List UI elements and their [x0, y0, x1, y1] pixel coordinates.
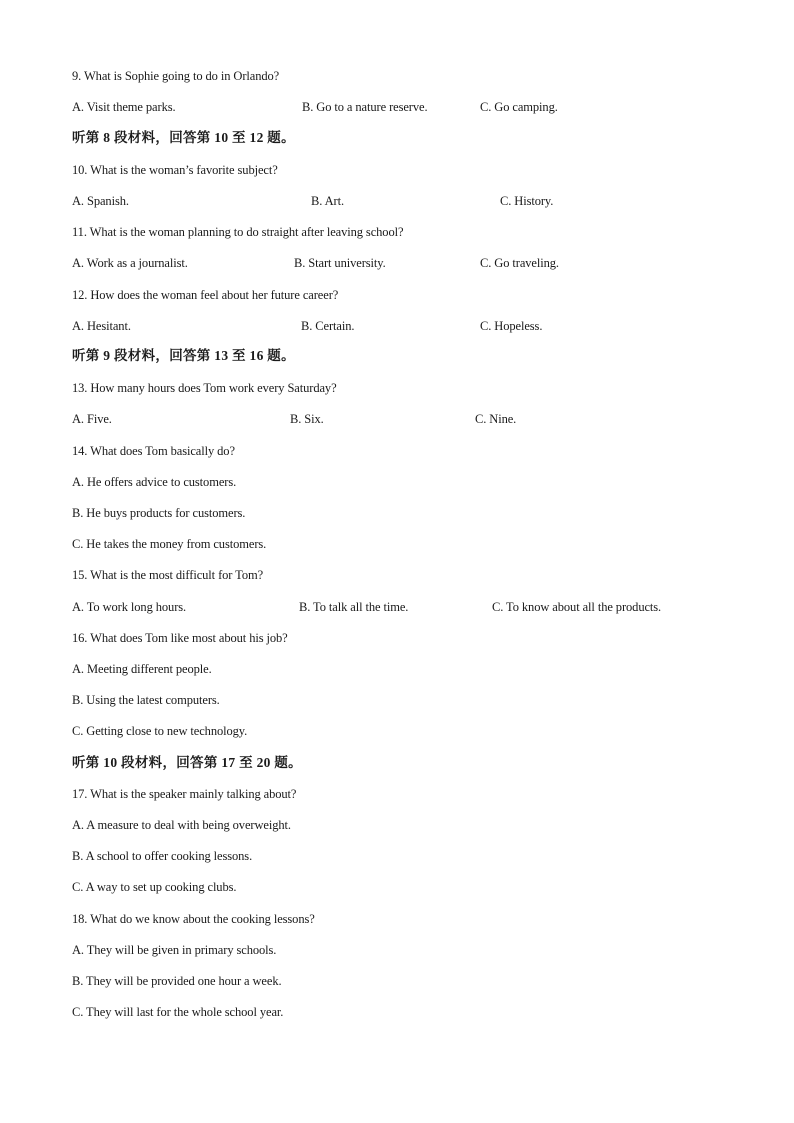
question-14-option-a: A. He offers advice to customers. [72, 475, 237, 489]
question-12-option-c: C. Hopeless. [480, 319, 543, 333]
question-9-option-b: B. Go to a nature reserve. [302, 100, 428, 114]
question-16-option-a: A. Meeting different people. [72, 662, 212, 676]
question-14-stem: 14. What does Tom basically do? [72, 444, 235, 458]
question-14-option-b: B. He buys products for customers. [72, 506, 246, 520]
question-17-option-a: A. A measure to deal with being overweight. [72, 818, 291, 832]
question-11-stem: 11. What is the woman planning to do straight after leaving school? [72, 225, 404, 239]
question-17-option-c: C. A way to set up cooking clubs. [72, 880, 237, 894]
question-11-option-c: C. Go traveling. [480, 256, 559, 270]
question-13-option-a: A. Five. [72, 412, 112, 426]
question-12-option-a: A. Hesitant. [72, 319, 131, 333]
question-18-stem: 18. What do we know about the cooking lessons? [72, 912, 315, 926]
question-17-stem: 17. What is the speaker mainly talking about? [72, 787, 297, 801]
section-10-heading: 听第 10 段材料，回答第 17 至 20 题。 [72, 755, 302, 770]
question-16-option-b: B. Using the latest computers. [72, 693, 220, 707]
question-15-stem: 15. What is the most difficult for Tom? [72, 568, 264, 582]
question-12-option-b: B. Certain. [301, 319, 355, 333]
question-9-option-a: A. Visit theme parks. [72, 100, 176, 114]
question-18-option-c: C. They will last for the whole school year. [72, 1005, 284, 1019]
question-9-stem: 9. What is Sophie going to do in Orlando? [72, 69, 280, 83]
question-17-option-b: B. A school to offer cooking lessons. [72, 849, 253, 863]
question-10-option-c: C. History. [500, 194, 554, 208]
question-16-stem: 16. What does Tom like most about his job? [72, 631, 288, 645]
question-10-option-b: B. Art. [311, 194, 344, 208]
question-18-option-b: B. They will be provided one hour a week. [72, 974, 282, 988]
question-15-option-a: A. To work long hours. [72, 600, 187, 614]
question-10-stem: 10. What is the woman’s favorite subject? [72, 163, 278, 177]
question-15-option-c: C. To know about all the products. [492, 600, 662, 614]
question-14-option-c: C. He takes the money from customers. [72, 537, 267, 551]
question-13-option-b: B. Six. [290, 412, 324, 426]
question-15-option-b: B. To talk all the time. [299, 600, 409, 614]
question-18-option-a: A. They will be given in primary schools. [72, 943, 277, 957]
question-12-stem: 12. How does the woman feel about her future career? [72, 288, 339, 302]
question-11-option-b: B. Start university. [294, 256, 386, 270]
question-16-option-c: C. Getting close to new technology. [72, 724, 248, 738]
question-11-option-a: A. Work as a journalist. [72, 256, 188, 270]
question-10-option-a: A. Spanish. [72, 194, 129, 208]
question-13-option-c: C. Nine. [475, 412, 517, 426]
section-9-heading: 听第 9 段材料，回答第 13 至 16 题。 [72, 348, 295, 363]
question-13-stem: 13. How many hours does Tom work every Saturday? [72, 381, 337, 395]
section-8-heading: 听第 8 段材料，回答第 10 至 12 题。 [72, 130, 295, 145]
question-9-option-c: C. Go camping. [480, 100, 558, 114]
